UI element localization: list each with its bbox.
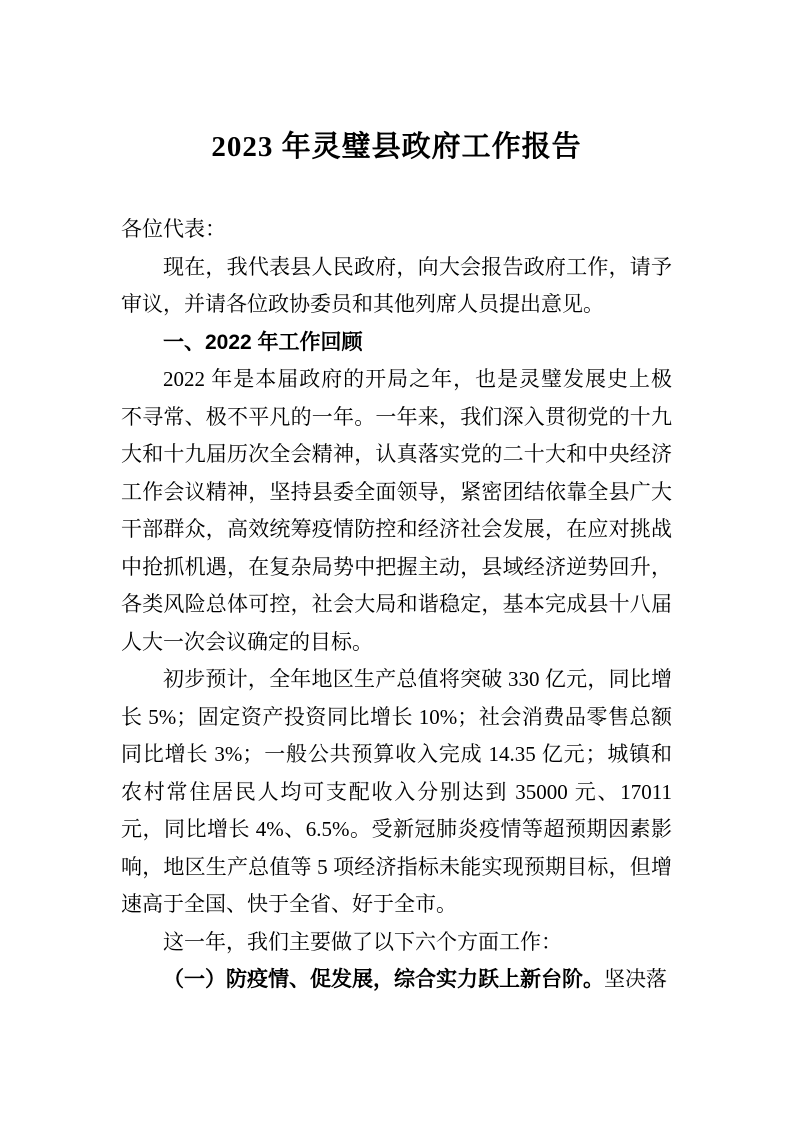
item-one-heading: （一）防疫情、促发展，综合实力跃上新台阶。 [163, 967, 604, 991]
intro-paragraph: 现在，我代表县人民政府，向大会报告政府工作，请予审议，并请各位政协委员和其他列席人员提出意见。 [121, 254, 672, 316]
section-heading: 一、2022 年工作回顾 [163, 330, 363, 354]
review-paragraph: 2022 年是本届政府的开局之年，也是灵璧发展史上极不寻常、极不平凡的一年。一年来，我们深入贯彻党的十九大和十九届历次全会精神，认真落实党的二十大和中央经济工作会议精神，坚持县委全面领导，紧密团结依靠全县广大干部群众，高效统筹疫情防控和经济社会发展，在应对挑战中抢抓机遇，在复杂局势中把握主动，县域经济逆势回升，各类风险总体可控，社会大局和谐稳定，基本完成县十八届人大一次会议确定的目标。 [121, 367, 672, 654]
statistics-paragraph: 初步预计，全年地区生产总值将突破 330 亿元，同比增长 5%；固定资产投资同比增长 10%；社会消费品零售总额同比增长 3%；一般公共预算收入完成 14.35 亿元；城镇和农村常住居民人均可支配收入分别达到 35000 元、17011 元，同比增长 4%、6.5%。受新冠肺炎疫情等超预期因素影响，地区生产总值等 5 项经济指标未能实现预期目标，但增速高于全国、快于全省、好于全市。 [121, 667, 672, 916]
salutation: 各位代表： [121, 217, 226, 241]
transition-paragraph: 这一年，我们主要做了以下六个方面工作： [163, 929, 562, 954]
page-title: 2023 年灵璧县政府工作报告 [211, 131, 582, 163]
item-one-body: 坚决落 [604, 967, 667, 991]
item-one-paragraph [121, 961, 672, 999]
